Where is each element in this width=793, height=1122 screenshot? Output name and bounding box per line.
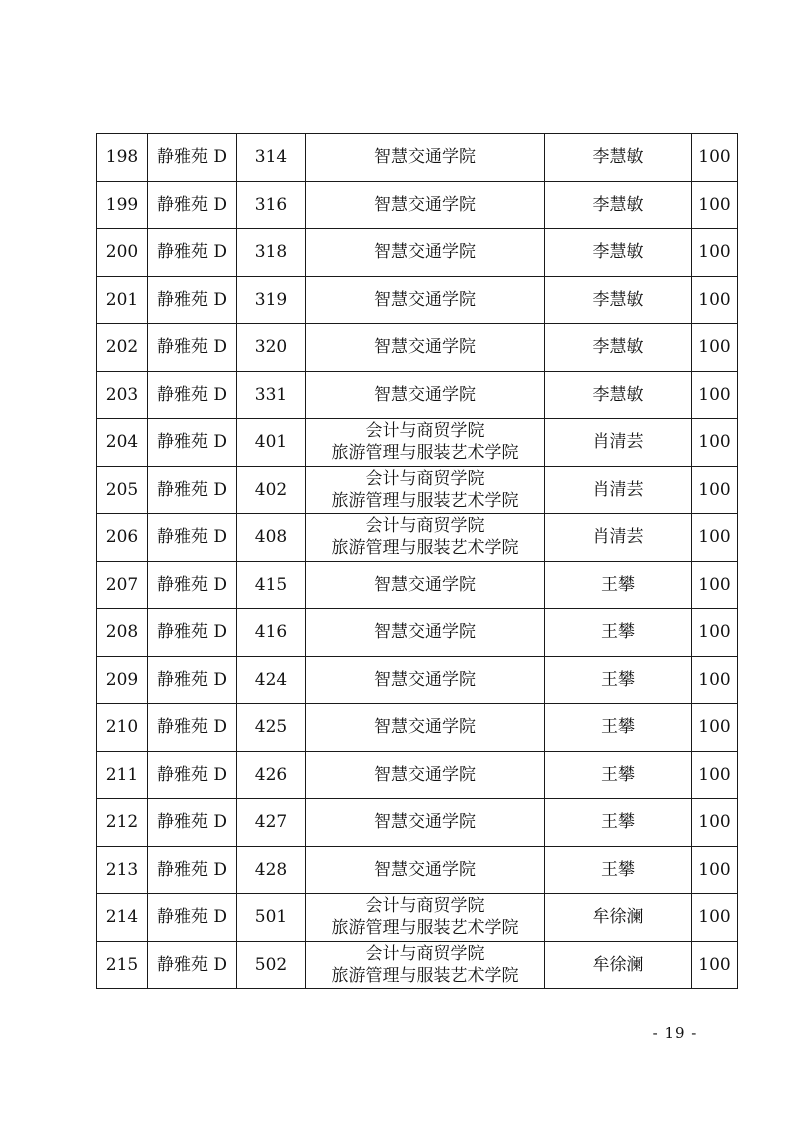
row-number-cell: 210 [97,704,148,752]
building-cell: 静雅苑 D [148,514,237,562]
row-number-cell: 203 [97,371,148,419]
person-cell: 肖清芸 [545,419,692,467]
room-number-cell: 502 [237,941,306,989]
building-cell: 静雅苑 D [148,751,237,799]
college-name: 旅游管理与服装艺术学院 [331,490,519,511]
score-cell: 100 [692,466,738,514]
table-row [97,846,738,894]
table-row [97,894,738,942]
person-cell: 牟徐澜 [545,894,692,942]
score-cell: 100 [692,751,738,799]
score-cell: 100 [692,941,738,989]
page-number: - 19 - [652,1024,698,1042]
score-cell: 100 [692,134,738,182]
row-number-cell: 200 [97,229,148,277]
score-cell: 100 [692,229,738,277]
score-cell: 100 [692,324,738,372]
person-cell: 王攀 [545,609,692,657]
person-cell: 李慧敏 [545,134,692,182]
building-cell: 静雅苑 D [148,894,237,942]
row-number-cell: 198 [97,134,148,182]
room-number-cell: 424 [237,656,306,704]
row-number-cell: 199 [97,181,148,229]
college-name: 会计与商贸学院 [365,943,485,964]
college-cell [306,181,545,229]
college-name: 智慧交通学院 [374,194,476,215]
room-number-cell: 316 [237,181,306,229]
building-cell: 静雅苑 D [148,466,237,514]
building-cell: 静雅苑 D [148,181,237,229]
college-cell [306,371,545,419]
score-cell: 100 [692,419,738,467]
college-cell [306,799,545,847]
college-cell [306,704,545,752]
row-number-cell: 213 [97,846,148,894]
person-cell: 肖清芸 [545,514,692,562]
room-number-cell: 428 [237,846,306,894]
table-row [97,561,738,609]
table-row [97,941,738,989]
room-number-cell: 402 [237,466,306,514]
college-name: 智慧交通学院 [374,147,476,168]
person-cell: 李慧敏 [545,324,692,372]
score-cell: 100 [692,181,738,229]
college-cell [306,846,545,894]
score-cell: 100 [692,704,738,752]
room-number-cell: 401 [237,419,306,467]
college-cell [306,276,545,324]
person-cell: 李慧敏 [545,229,692,277]
person-cell: 王攀 [545,656,692,704]
table-row [97,276,738,324]
score-cell: 100 [692,514,738,562]
score-cell: 100 [692,799,738,847]
table-row [97,466,738,514]
score-cell: 100 [692,609,738,657]
college-name: 智慧交通学院 [374,337,476,358]
college-name: 智慧交通学院 [374,622,476,643]
dormitory-score-table [96,133,738,989]
building-cell: 静雅苑 D [148,371,237,419]
room-number-cell: 416 [237,609,306,657]
row-number-cell: 201 [97,276,148,324]
room-number-cell: 319 [237,276,306,324]
table-row [97,371,738,419]
table-row [97,751,738,799]
college-cell [306,751,545,799]
row-number-cell: 205 [97,466,148,514]
college-cell [306,466,545,514]
college-cell [306,609,545,657]
building-cell: 静雅苑 D [148,941,237,989]
person-cell: 李慧敏 [545,371,692,419]
table-body [97,134,738,989]
row-number-cell: 204 [97,419,148,467]
college-cell [306,324,545,372]
college-name: 会计与商贸学院 [365,468,485,489]
row-number-cell: 202 [97,324,148,372]
table-row [97,181,738,229]
score-cell: 100 [692,276,738,324]
person-cell: 王攀 [545,799,692,847]
college-name: 智慧交通学院 [374,812,476,833]
table-row [97,609,738,657]
college-name: 旅游管理与服装艺术学院 [331,443,519,464]
college-name: 智慧交通学院 [374,669,476,690]
table-row [97,229,738,277]
college-cell [306,229,545,277]
room-number-cell: 415 [237,561,306,609]
table-row [97,704,738,752]
row-number-cell: 207 [97,561,148,609]
score-cell: 100 [692,656,738,704]
room-number-cell: 314 [237,134,306,182]
room-number-cell: 425 [237,704,306,752]
college-cell [306,894,545,942]
person-cell: 牟徐澜 [545,941,692,989]
score-cell: 100 [692,561,738,609]
person-cell: 李慧敏 [545,181,692,229]
college-name: 智慧交通学院 [374,574,476,595]
score-cell: 100 [692,846,738,894]
room-number-cell: 501 [237,894,306,942]
table-row [97,799,738,847]
college-name: 旅游管理与服装艺术学院 [331,918,519,939]
college-name: 智慧交通学院 [374,717,476,738]
table-row [97,324,738,372]
row-number-cell: 211 [97,751,148,799]
person-cell: 王攀 [545,751,692,799]
row-number-cell: 206 [97,514,148,562]
row-number-cell: 208 [97,609,148,657]
score-cell: 100 [692,894,738,942]
room-number-cell: 318 [237,229,306,277]
college-name: 智慧交通学院 [374,764,476,785]
college-name: 会计与商贸学院 [365,896,485,917]
college-name: 智慧交通学院 [374,289,476,310]
table-row [97,134,738,182]
building-cell: 静雅苑 D [148,609,237,657]
table-row [97,514,738,562]
room-number-cell: 331 [237,371,306,419]
person-cell: 王攀 [545,846,692,894]
person-cell: 李慧敏 [545,276,692,324]
college-cell [306,134,545,182]
row-number-cell: 212 [97,799,148,847]
building-cell: 静雅苑 D [148,134,237,182]
building-cell: 静雅苑 D [148,561,237,609]
college-name: 智慧交通学院 [374,242,476,263]
person-cell: 肖清芸 [545,466,692,514]
college-cell [306,419,545,467]
person-cell: 王攀 [545,561,692,609]
person-cell: 王攀 [545,704,692,752]
table-row [97,656,738,704]
building-cell: 静雅苑 D [148,799,237,847]
row-number-cell: 214 [97,894,148,942]
college-name: 会计与商贸学院 [365,421,485,442]
building-cell: 静雅苑 D [148,419,237,467]
room-number-cell: 408 [237,514,306,562]
building-cell: 静雅苑 D [148,656,237,704]
college-name: 旅游管理与服装艺术学院 [331,538,519,559]
row-number-cell: 215 [97,941,148,989]
room-number-cell: 426 [237,751,306,799]
room-number-cell: 427 [237,799,306,847]
college-name: 智慧交通学院 [374,384,476,405]
college-cell [306,561,545,609]
college-name: 智慧交通学院 [374,859,476,880]
college-cell [306,514,545,562]
table-row [97,419,738,467]
building-cell: 静雅苑 D [148,846,237,894]
building-cell: 静雅苑 D [148,229,237,277]
college-name: 旅游管理与服装艺术学院 [331,965,519,986]
room-number-cell: 320 [237,324,306,372]
building-cell: 静雅苑 D [148,276,237,324]
college-cell [306,656,545,704]
building-cell: 静雅苑 D [148,704,237,752]
college-name: 会计与商贸学院 [365,516,485,537]
score-cell: 100 [692,371,738,419]
row-number-cell: 209 [97,656,148,704]
building-cell: 静雅苑 D [148,324,237,372]
college-cell [306,941,545,989]
